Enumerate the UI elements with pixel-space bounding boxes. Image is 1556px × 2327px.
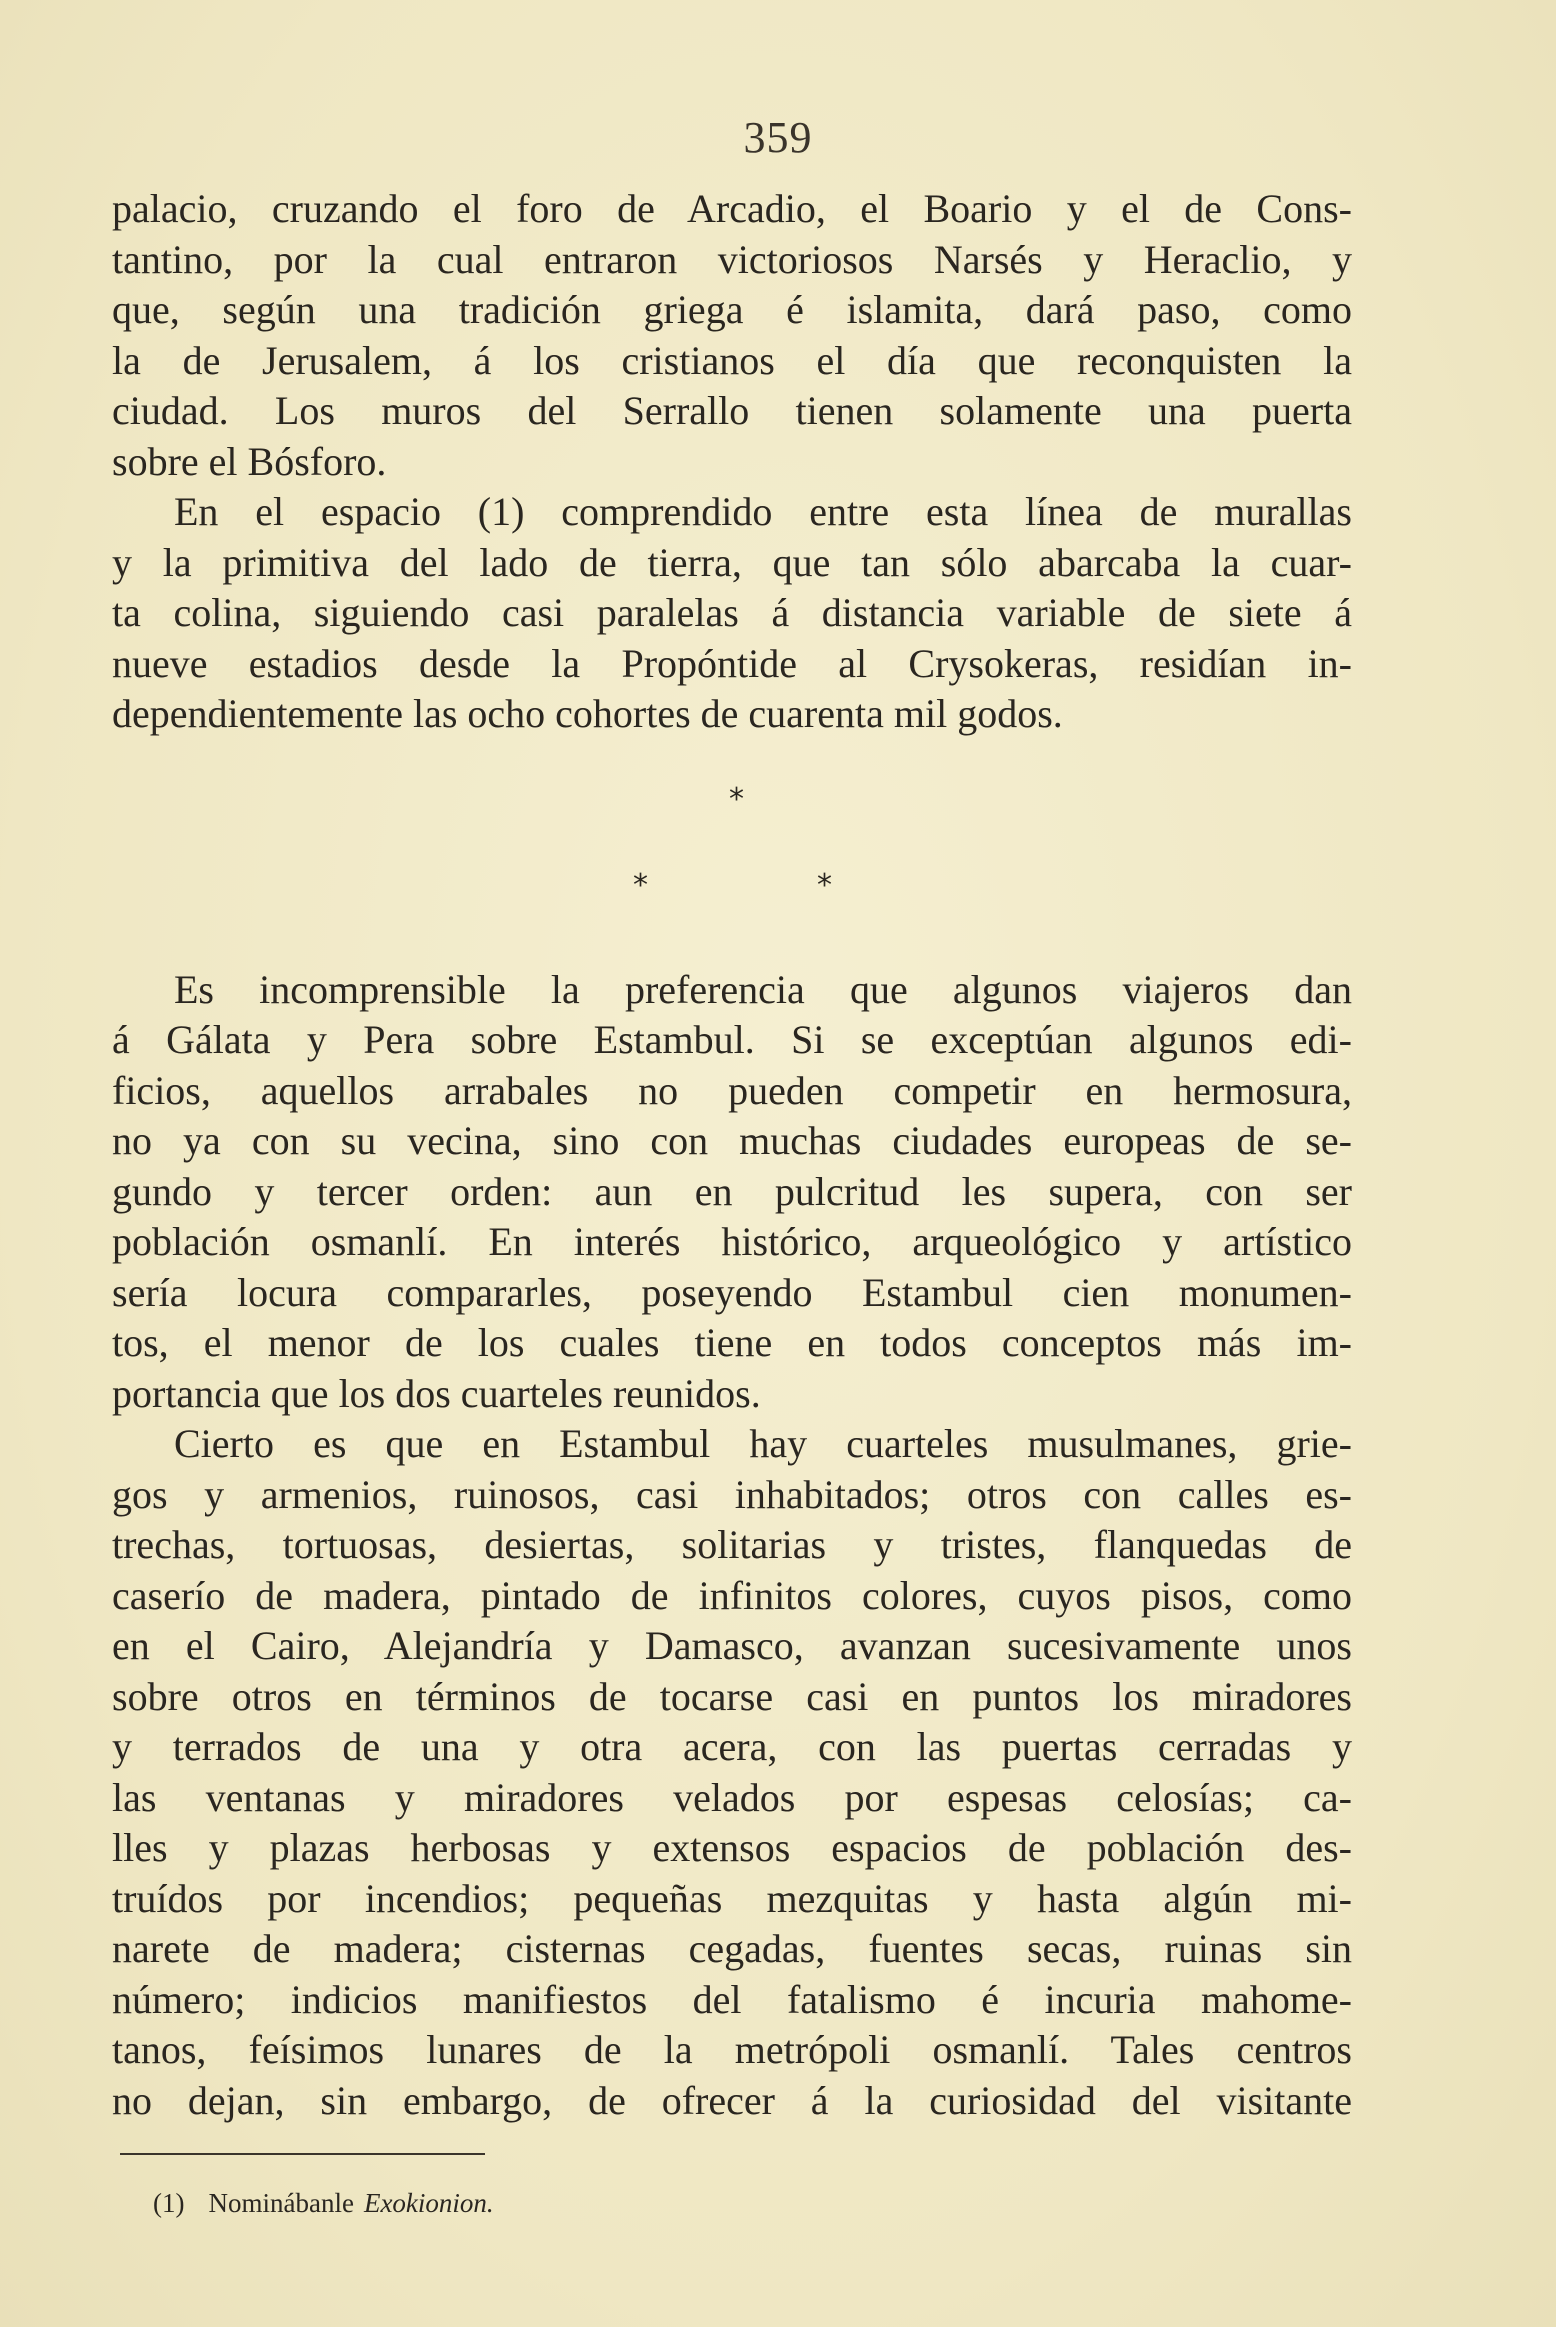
text-line: ta colina, siguiendo casi paralelas á distancia variable de siete á — [112, 590, 1352, 635]
text-line: Cierto es que en Estambul hay cuarteles musulmanes, grie- — [174, 1421, 1352, 1466]
separator-star: * — [729, 781, 744, 817]
text-line: dependientemente las ocho cohortes de cuarenta mil godos. — [112, 691, 1063, 736]
asterism-separator — [112, 740, 1352, 965]
text-line: Es incomprensible la preferencia que algunos viajeros dan — [174, 966, 1352, 1012]
text-line: número; indicios manifiestos del fatalismo é incuria mahome- — [112, 1976, 1352, 2022]
text-line: gundo y tercer orden: aun en pulcritud les supera, con ser — [112, 1168, 1352, 1214]
text-line: nueve estadios desde la Propóntide al Crysokeras, residían in- — [112, 640, 1352, 686]
text-line: tos, el menor de los cuales tiene en todos conceptos más im- — [112, 1320, 1352, 1365]
text-line: En el espacio (1) comprendido entre esta línea de murallas — [174, 489, 1352, 534]
paragraph-3 — [112, 965, 1352, 1420]
text-line: á Gálata y Pera sobre Estambul. Si se exceptúan algunos edi- — [112, 1017, 1352, 1062]
text-line: ciudad. Los muros del Serrallo tienen solamente una puerta — [112, 388, 1352, 433]
text-line: y la primitiva del lado de tierra, que tan sólo abarcaba la cuar- — [112, 539, 1352, 585]
text-line: sobre el Bósforo. — [112, 438, 387, 484]
text-line: tanos, feísimos lunares de la metrópoli osmanlí. Tales centros — [112, 2027, 1352, 2072]
text-line: población osmanlí. En interés histórico, arqueológico y artístico — [112, 1219, 1352, 1264]
text-line: que, según una tradición griega é islamita, dará paso, como — [112, 287, 1352, 332]
text-line: truídos por incendios; pequeñas mezquitas y hasta algún mi- — [112, 1875, 1352, 1921]
paragraph-2 — [112, 487, 1352, 740]
footnote-text: Nominábanle — [208, 2188, 354, 2218]
text-line: lles y plazas herbosas y extensos espacios de población des- — [112, 1825, 1352, 1870]
text-line: la de Jerusalem, á los cristianos el día que reconquisten la — [112, 337, 1352, 383]
text-line: ficios, aquellos arrabales no pueden competir en hermosura, — [112, 1067, 1352, 1113]
footnote-divider — [120, 2153, 485, 2155]
text-line: gos y armenios, ruinosos, casi inhabitados; otros con calles es- — [112, 1471, 1352, 1517]
text-line: sobre otros en términos de tocarse casi en puntos los miradores — [112, 1673, 1352, 1719]
paragraph-4 — [112, 1419, 1352, 2126]
text-line: trechas, tortuosas, desiertas, solitarias y tristes, flanquedas de — [112, 1522, 1352, 1567]
text-line: caserío de madera, pintado de infinitos colores, cuyos pisos, como — [112, 1572, 1352, 1618]
footnote — [153, 2188, 494, 2219]
footnote-marker: (1) — [153, 2188, 185, 2218]
text-line: no ya con su vecina, sino con muchas ciudades europeas de se- — [112, 1118, 1352, 1163]
text-line: tantino, por la cual entraron victoriosos Narsés y Heraclio, y — [112, 236, 1352, 282]
text-line: palacio, cruzando el foro de Arcadio, el Boario y el de Cons- — [112, 186, 1352, 231]
body-text — [112, 184, 1352, 2126]
separator-star: * — [817, 867, 832, 903]
text-line: sería locura compararles, poseyendo Estambul cien monumen- — [112, 1269, 1352, 1315]
text-line: las ventanas y miradores velados por espesas celosías; ca- — [112, 1774, 1352, 1820]
paragraph-1 — [112, 184, 1352, 487]
footnote-italic-term: Exokionion. — [363, 2188, 494, 2218]
separator-star: * — [633, 867, 648, 903]
text-line: en el Cairo, Alejandría y Damasco, avanzan sucesivamente unos — [112, 1623, 1352, 1668]
page-number: 359 — [743, 113, 813, 162]
text-line: y terrados de una y otra acera, con las puertas cerradas y — [112, 1724, 1352, 1769]
text-line: no dejan, sin embargo, de ofrecer á la curiosidad del visitante — [112, 2077, 1352, 2123]
text-line: narete de madera; cisternas cegadas, fuentes secas, ruinas sin — [112, 1926, 1352, 1971]
text-line: portancia que los dos cuarteles reunidos. — [112, 1370, 761, 1416]
